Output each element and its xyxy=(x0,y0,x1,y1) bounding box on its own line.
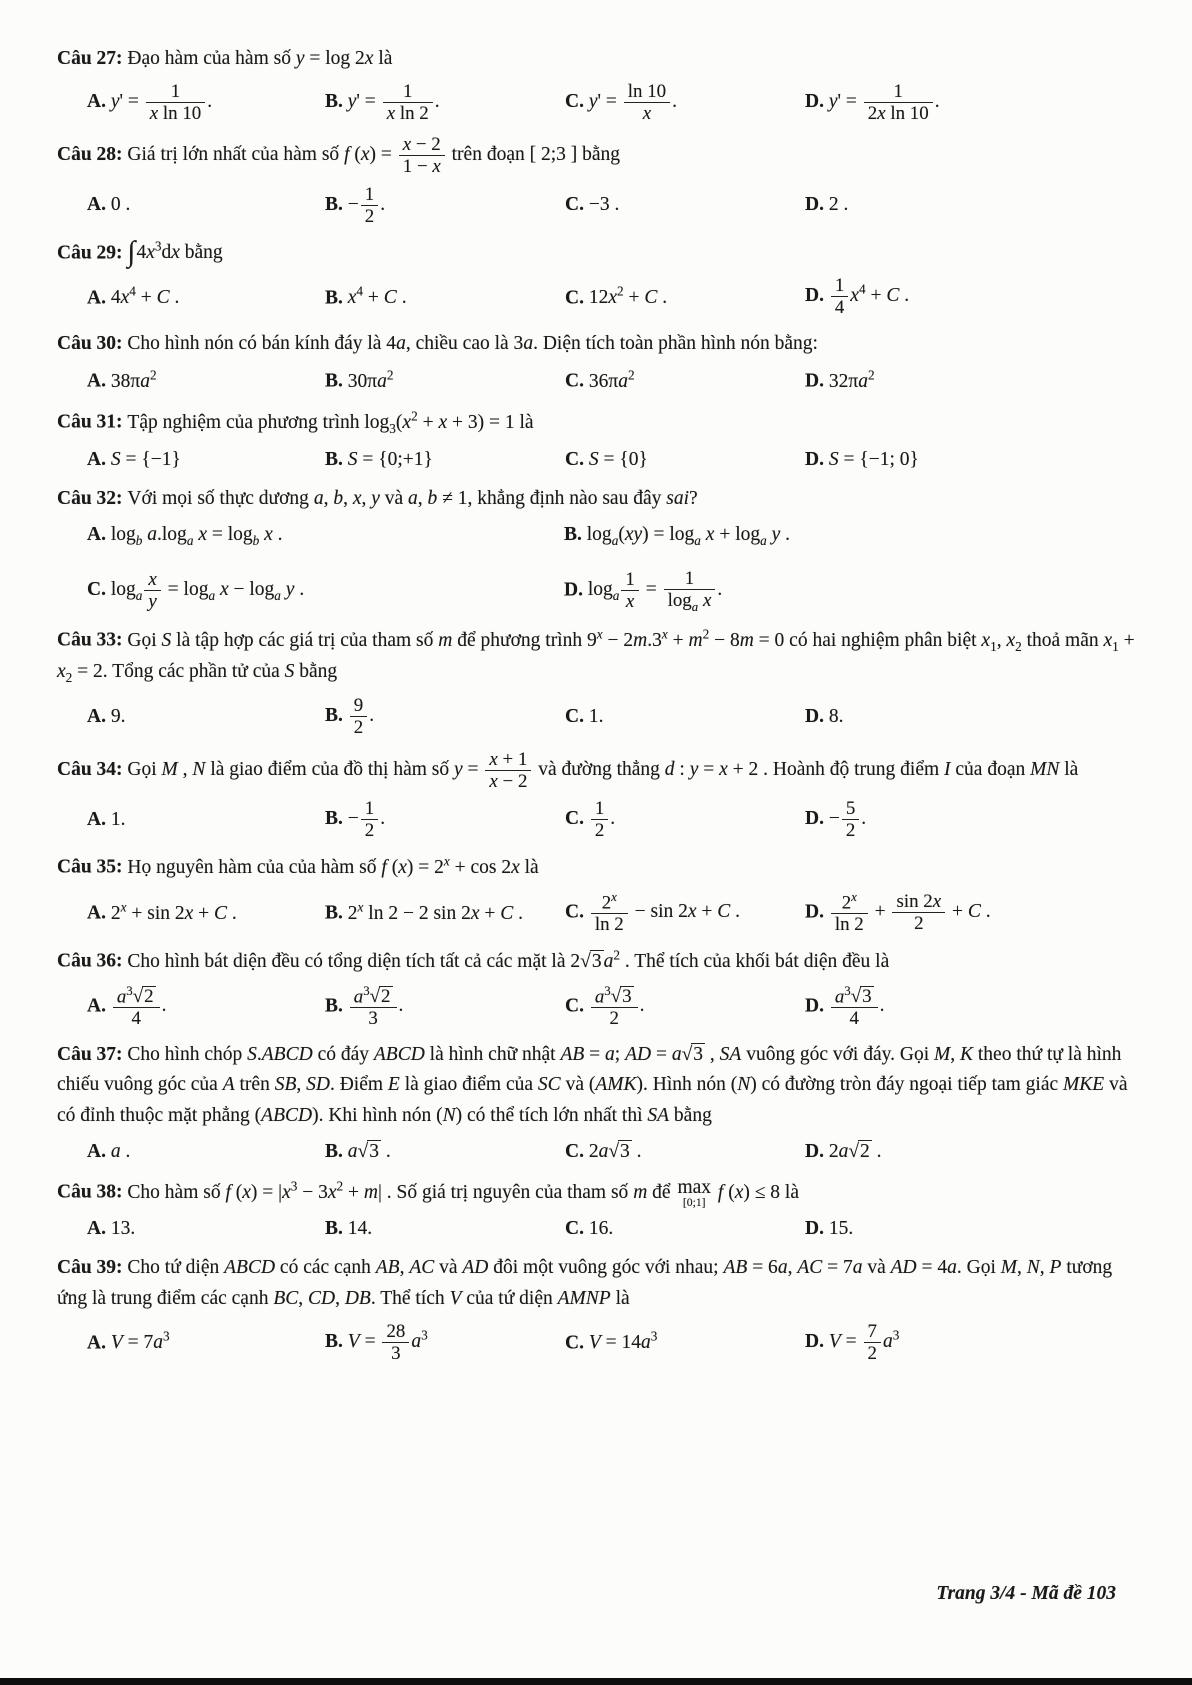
option-math: − $\frac{1}{2}$ . xyxy=(347,797,386,842)
option xyxy=(565,703,805,731)
question-block xyxy=(57,406,1144,474)
option-key: B. xyxy=(325,808,348,830)
option xyxy=(325,446,565,474)
question-label: Câu 34: xyxy=(57,758,128,780)
option-math: $\frac{2^x}{\ln 2}$ + $\frac{\sin 2x}{2}$ + C . xyxy=(829,901,991,922)
option-key: A. xyxy=(87,90,111,112)
question-body: Cho tứ diện ABCD có các cạnh AB, AC và AD đôi một vuông góc với nhau; AB = 6a, AC = 7a và AD = 4a. Gọi M, N, P tương ứng là trung điểm các cạnh BC, CD, DB. Thể tích V của tứ diện AMNP là xyxy=(57,1257,1113,1309)
question-block xyxy=(57,1176,1144,1243)
question-body: Cho hình chóp S.ABCD có đáy ABCD là hình chữ nhật AB = a; AD = a√ 3 , SA vuông góc với đáy. Gọi M, K theo thứ tự là hình chiếu vuông góc của A trên SB, SD. Điểm E là giao điểm của SC và (AMK). Hình nón (N) có đường tròn đáy ngoại tiếp tam giác MKE và có đỉnh thuộc mặt phẳng (ABCD). Khi hình nón (N) có thể tích lớn nhất thì SA bằng xyxy=(57,1043,1128,1127)
question-body: Gọi S là tập hợp các giá trị của tham số m để phương trình $9^x - 2m.3^x + m^2 - 8m = 0$ có hai nghiệm phân biệt $x_1$, $x_2$ thoả mãn $x_1 + x_2 = 2$. Tổng các phần tử của S bằng xyxy=(57,626,1135,686)
option-math: 8. xyxy=(828,705,844,727)
options-row xyxy=(57,695,1144,738)
option-key: D. xyxy=(564,579,588,601)
question-body: Cho hàm số f $(x) = |x^3 - 3x^2 + m|$ . Số giá trị nguyên của tham số m để max [0;1] f (x) ≤ 8 là xyxy=(127,1176,799,1210)
page-footer: Trang 3/4 - Mã đề 103 xyxy=(936,1583,1116,1604)
option-key: C. xyxy=(87,579,111,601)
question-label: Câu 35: xyxy=(57,856,128,878)
option xyxy=(805,890,1144,936)
option-math: $\frac{9}{2}$ . xyxy=(348,705,374,726)
option xyxy=(87,521,564,550)
option xyxy=(565,1215,805,1243)
option-key: C. xyxy=(565,705,589,727)
question-label: Câu 38: xyxy=(57,1181,128,1203)
option-key: A. xyxy=(87,808,111,830)
option-math: S = {0;+1} xyxy=(347,448,433,470)
option xyxy=(564,521,1144,550)
option xyxy=(805,1215,1144,1243)
option xyxy=(565,365,805,396)
option xyxy=(325,81,565,124)
options-row xyxy=(57,446,1144,474)
option-math: 2a√ 2 . xyxy=(828,1140,882,1162)
question-text xyxy=(57,624,1144,689)
option xyxy=(87,191,325,219)
option-key: C. xyxy=(565,90,589,112)
option-math: 0 . xyxy=(110,194,131,216)
option-key: A. xyxy=(87,902,111,924)
option xyxy=(805,984,1144,1030)
page-bottom-rule xyxy=(0,1678,1192,1685)
options-row xyxy=(57,1138,1144,1166)
option-key: D. xyxy=(805,90,829,112)
option xyxy=(805,703,1144,731)
question-text xyxy=(57,329,1144,360)
question-body: Họ nguyên hàm của của hàm số f $(x) = 2^x + \cos 2x$ là xyxy=(127,853,539,878)
option-math: 1. xyxy=(588,705,604,727)
question-label: Câu 33: xyxy=(57,629,128,651)
option-math: −3 . xyxy=(588,194,620,216)
option-key: A. xyxy=(87,194,111,216)
option xyxy=(87,81,325,124)
option-key: B. xyxy=(325,370,348,392)
question-body: Đạo hàm của hàm số y = log 2x là xyxy=(127,48,393,69)
option xyxy=(87,703,325,731)
option-key: D. xyxy=(805,370,829,392)
option-math: $\frac{a^3√ 3}{4}$ . xyxy=(829,995,885,1016)
option-math: $\log_b a.\log_a$ $x = \log_b x$ . xyxy=(110,523,283,548)
option xyxy=(805,365,1144,396)
option xyxy=(805,446,1144,474)
option xyxy=(87,1215,325,1243)
option xyxy=(564,568,1144,614)
option-key: C. xyxy=(565,448,589,470)
option xyxy=(325,1215,565,1243)
option xyxy=(565,1138,805,1166)
question-block xyxy=(57,945,1144,1029)
option xyxy=(565,798,805,841)
option xyxy=(805,1321,1144,1364)
option-key: D. xyxy=(805,995,829,1017)
option-key: C. xyxy=(565,287,589,309)
question-block xyxy=(57,749,1144,842)
option-math: a . xyxy=(110,1140,131,1162)
option-math: $x^4 + C$ . xyxy=(347,283,407,309)
option-key: A. xyxy=(87,995,111,1017)
question-text xyxy=(57,484,1144,515)
option-math: a√ 3 . xyxy=(347,1140,391,1162)
option-key: B. xyxy=(325,995,348,1017)
question-label: Câu 37: xyxy=(57,1043,128,1065)
option-key: D. xyxy=(805,808,829,830)
option-key: A. xyxy=(87,705,111,727)
option-math: $30\pi a^2$ xyxy=(347,367,394,392)
option xyxy=(325,695,565,738)
option-math: $\frac{a^3√ 3}{2}$ . xyxy=(589,995,645,1016)
question-body: Giá trị lớn nhất của hàm số f (x) = $\frac{x - 2}{1 - x}$ trên đoạn [ 2;3 ] bằng xyxy=(127,134,621,178)
option-math: 2a√ 3 . xyxy=(588,1140,642,1162)
question-body: Cho hình nón có bán kính đáy là 4a, chiều cao là 3a. Diện tích toàn phần hình nón bằng: xyxy=(127,332,818,354)
option-math: S = {−1} xyxy=(110,448,181,470)
option-key: D. xyxy=(805,448,829,470)
option-key: B. xyxy=(325,1140,348,1162)
integral-sign: ∫ xyxy=(127,236,136,269)
question-text xyxy=(57,749,1144,792)
question-body: Gọi M , N là giao điểm của đồ thị hàm số y = $\frac{x + 1}{x - 2}$ và đường thẳng d : y = x + 2 . Hoành độ trung điểm I của đoạn MN là xyxy=(127,748,1079,792)
option-math: $\log_a$ $\frac{1}{x}$ = $\frac{1}{\log_a x}$ . xyxy=(587,567,723,614)
question-block xyxy=(57,851,1144,935)
option-math: 1. xyxy=(110,808,126,830)
option xyxy=(565,81,805,124)
option-key: C. xyxy=(565,995,589,1017)
question-label: Câu 27: xyxy=(57,48,128,69)
options-row xyxy=(57,365,1144,396)
option-math: y' = $\frac{1}{\text{x ln 10}}$ . xyxy=(110,80,213,124)
option xyxy=(805,191,1144,219)
question-text xyxy=(57,237,1144,269)
option xyxy=(325,1138,565,1166)
option xyxy=(565,191,805,219)
option-key: B. xyxy=(325,287,348,309)
option-math: y' = $\frac{1}{\text{2x ln 10}}$ . xyxy=(828,80,940,124)
option-key: D. xyxy=(805,285,829,307)
option-key: A. xyxy=(87,287,111,309)
option-key: D. xyxy=(805,705,829,727)
option-math: $36\pi a^2$ xyxy=(588,367,635,392)
question-block xyxy=(57,134,1144,227)
option xyxy=(325,365,565,396)
option-key: D. xyxy=(805,1217,829,1239)
option-math: $\frac{a^3√ 2}{3}$ . xyxy=(348,995,404,1016)
option-key: B. xyxy=(325,902,348,924)
question-text xyxy=(57,44,1144,75)
question-body: Cho hình bát diện đều có tổng diện tích tất cả các mặt là 2√ 3 $a^2$ . Thể tích của khối bát diện đều là xyxy=(127,947,890,972)
question-block xyxy=(57,484,1144,614)
option-math: 15. xyxy=(828,1217,854,1239)
questions-container xyxy=(57,44,1144,1374)
option xyxy=(87,282,325,313)
question-text xyxy=(57,134,1144,177)
question-label: Câu 28: xyxy=(57,144,128,166)
option-key: C. xyxy=(565,1140,589,1162)
options-row xyxy=(57,521,1144,614)
question-body: $\int 4x^3dx$ bằng xyxy=(127,236,223,269)
option-key: D. xyxy=(805,900,829,922)
option-math: − $\frac{1}{2}$ . xyxy=(347,183,386,227)
question-text xyxy=(57,1176,1144,1209)
option-key: D. xyxy=(805,1140,829,1162)
option-math: 2$^x$ ln 2 − 2 sin 2x + C . xyxy=(347,899,523,924)
option-math: $12x^2 + C$ . xyxy=(588,283,668,309)
option-math: y' = $\frac{\ln 10}{x}$ . xyxy=(588,80,677,124)
option-key: C. xyxy=(565,194,589,216)
option-math: 13. xyxy=(110,1217,136,1239)
option xyxy=(87,446,325,474)
option-math: − $\frac{5}{2}$ . xyxy=(828,797,867,842)
question-text xyxy=(57,1253,1144,1315)
options-row xyxy=(57,890,1144,936)
option xyxy=(325,798,565,841)
option-math: $2^x + \sin 2x + C$ . xyxy=(110,899,237,924)
option-math: 16. xyxy=(588,1217,614,1239)
question-block xyxy=(57,624,1144,739)
option xyxy=(565,1327,805,1358)
option-math: 14. xyxy=(347,1217,373,1239)
option xyxy=(565,984,805,1030)
question-label: Câu 36: xyxy=(57,950,128,972)
options-row xyxy=(57,1321,1144,1364)
options-row xyxy=(57,1215,1144,1243)
question-body: Với mọi số thực dương a, b, x, y và a, b ≠ 1, khẳng định nào sau đây sai? xyxy=(127,487,698,509)
option-math: $\frac{2^x}{\ln 2}$ − sin 2x + C . xyxy=(589,901,740,922)
option-math: $\frac{1}{4}$ $x^4 + C$ . xyxy=(829,285,909,306)
option-math: $4x^4 + C$ . xyxy=(110,283,180,309)
option-key: A. xyxy=(87,448,111,470)
option-key: C. xyxy=(565,900,589,922)
option-math: 2 . xyxy=(828,194,849,216)
option-key: C. xyxy=(565,1332,589,1354)
option-key: B. xyxy=(564,523,587,545)
option xyxy=(325,184,565,227)
option-key: D. xyxy=(805,194,829,216)
question-text xyxy=(57,406,1144,439)
option-key: A. xyxy=(87,1217,111,1239)
question-text xyxy=(57,851,1144,883)
option-math: $\frac{1}{2}$ . xyxy=(589,808,615,829)
option-key: C. xyxy=(565,808,589,830)
option-key: B. xyxy=(325,705,348,727)
question-block xyxy=(57,44,1144,124)
option-key: C. xyxy=(565,370,589,392)
option-math: 9. xyxy=(110,705,126,727)
option xyxy=(87,897,325,928)
option xyxy=(87,365,325,396)
option-key: B. xyxy=(325,448,348,470)
option xyxy=(805,275,1144,318)
question-block xyxy=(57,1040,1144,1167)
option-math: $V = 14a^3$ xyxy=(588,1328,658,1354)
option-key: A. xyxy=(87,370,111,392)
options-row xyxy=(57,275,1144,318)
option-math: y' = $\frac{1}{\text{x ln 2}}$ . xyxy=(347,80,440,124)
option xyxy=(565,890,805,936)
options-row xyxy=(57,798,1144,841)
option-math: $\log_a(xy) = \log_a x + \log_a y$ . xyxy=(586,523,791,548)
question-block xyxy=(57,1253,1144,1364)
option xyxy=(805,1138,1144,1166)
option xyxy=(805,81,1144,124)
option xyxy=(565,282,805,313)
option-math: $\log_a$ $\frac{x}{y}$ = $\log_a x - \log_a y$ . xyxy=(110,569,305,613)
options-row xyxy=(57,184,1144,227)
option xyxy=(325,897,565,928)
option-key: B. xyxy=(325,193,348,215)
option xyxy=(325,282,565,313)
option-key: C. xyxy=(565,1217,589,1239)
option xyxy=(87,806,325,834)
option xyxy=(87,1138,325,1166)
option xyxy=(87,984,325,1030)
option-key: A. xyxy=(87,523,111,545)
option-key: B. xyxy=(325,1217,348,1239)
option-key: D. xyxy=(805,1330,829,1352)
option-key: B. xyxy=(325,90,348,112)
option-math: $\frac{a^3√ 2}{4}$ . xyxy=(111,995,167,1016)
options-row xyxy=(57,984,1144,1030)
question-text xyxy=(57,945,1144,977)
option-math: V = $\frac{28}{3}$ $a^3$ xyxy=(347,1320,428,1364)
option-key: A. xyxy=(87,1332,111,1354)
question-label: Câu 30: xyxy=(57,332,128,354)
option-math: $38\pi a^2$ xyxy=(110,367,157,392)
question-text xyxy=(57,1040,1144,1132)
option xyxy=(87,569,564,612)
option-math: S = {−1; 0} xyxy=(828,448,919,470)
question-block xyxy=(57,237,1144,319)
option xyxy=(565,446,805,474)
question-label: Câu 31: xyxy=(57,411,128,433)
question-label: Câu 29: xyxy=(57,242,128,264)
option-key: B. xyxy=(325,1330,348,1352)
options-row xyxy=(57,81,1144,124)
question-body: Tập nghiệm của phương trình $\log_3(x^2 + x + 3) = 1$ là xyxy=(127,408,534,436)
option xyxy=(325,984,565,1030)
question-block xyxy=(57,329,1144,397)
question-label: Câu 39: xyxy=(57,1257,128,1279)
question-label: Câu 32: xyxy=(57,487,128,509)
option-math: S = {0} xyxy=(588,448,648,470)
option-key: A. xyxy=(87,1140,111,1162)
option xyxy=(87,1327,325,1358)
option xyxy=(805,798,1144,841)
option-math: $32\pi a^2$ xyxy=(828,367,875,392)
option-math: V = $\frac{7}{2}$ $a^3$ xyxy=(828,1320,900,1364)
option-math: $V = 7a^3$ xyxy=(110,1328,170,1354)
option xyxy=(325,1321,565,1364)
